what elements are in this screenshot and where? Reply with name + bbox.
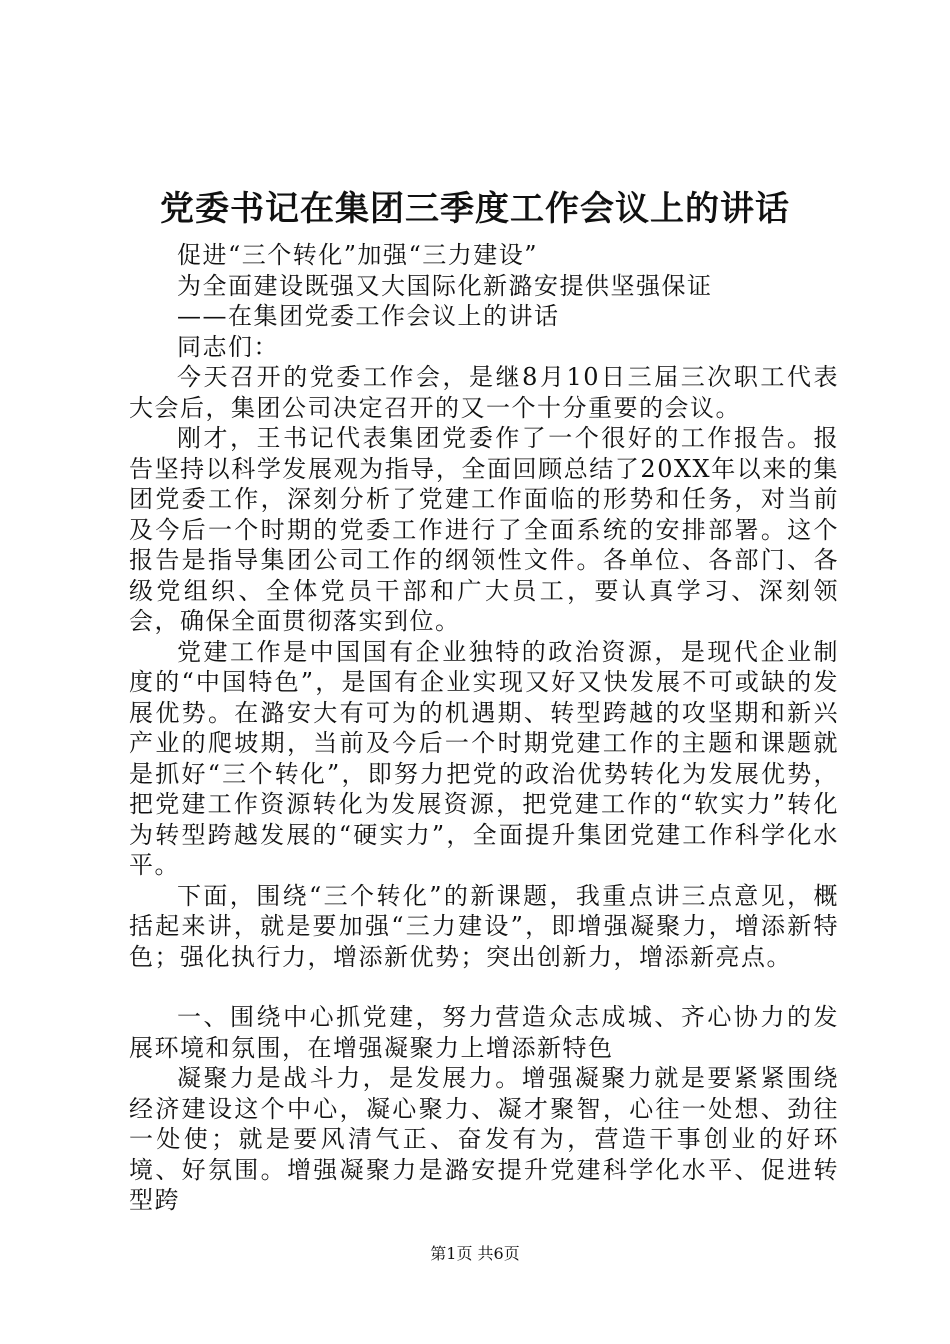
paragraph: 刚才，王书记代表集团党委作了一个很好的工作报告。报告坚持以科学发展观为指导，全面回顾总结了20XX年以来的集团党委工作，深刻分析了党建工作面临的形势和任务，对当前及今后一个时期的党委工作进行了全面系统的安排部署。这个报告是指导集团公司工作的纲领性文件。各单位、各部门、各级党组织、全体党员干部和广大员工，要认真学习、深刻领会，确保全面贯彻落实到位。 xyxy=(129,424,839,635)
page-footer: 第1页 共6页 xyxy=(430,1244,520,1263)
document-body xyxy=(129,240,839,1216)
subtitle-line-1: 促进“三个转化”加强“三力建设” xyxy=(177,241,539,269)
subtitle-line-2: 为全面建设既强又大国际化新潞安提供坚强保证 xyxy=(177,271,713,300)
salutation: 同志们： xyxy=(177,332,279,361)
paragraph: 凝聚力是战斗力，是发展力。增强凝聚力就是要紧紧围绕经济建设这个中心，凝心聚力、凝才聚智，心往一处想、劲往一处使；就是要风清气正、奋发有为，营造干事创业的好环境、好氛围。增强凝聚力是潞安提升党建科学化水平、促进转型跨 xyxy=(129,1064,839,1214)
subtitle-line-3: ——在集团党委工作会议上的讲话 xyxy=(177,302,560,330)
paragraph: 下面，围绕“三个转化”的新课题，我重点讲三点意见，概括起来讲，就是要加强“三力建设”，即增强凝聚力，增添新特色；强化执行力，增添新优势；突出创新力，增添新亮点。 xyxy=(129,881,839,971)
paragraph: 党建工作是中国国有企业独特的政治资源，是现代企业制度的“中国特色”，是国有企业实现又好又快发展不可或缺的发展优势。在潞安大有可为的机遇期、转型跨越的攻坚期和新兴产业的爬坡期，当前及今后一个时期党建工作的主题和课题就是抓好“三个转化”，即努力把党的政治优势转化为发展优势，把党建工作资源转化为发展资源，把党建工作的“软实力”转化为转型跨越发展的“硬实力”，全面提升集团党建工作科学化水平。 xyxy=(129,637,839,879)
document-title: 党委书记在集团三季度工作会议上的讲话 xyxy=(160,189,790,229)
paragraph: 今天召开的党委工作会，是继8月10日三届三次职工代表大会后，集团公司决定召开的又一个十分重要的会议。 xyxy=(129,363,839,422)
section-heading-1: 一、围绕中心抓党建，努力营造众志成城、齐心协力的发展环境和氛围，在增强凝聚力上增添新特色 xyxy=(129,1003,839,1062)
